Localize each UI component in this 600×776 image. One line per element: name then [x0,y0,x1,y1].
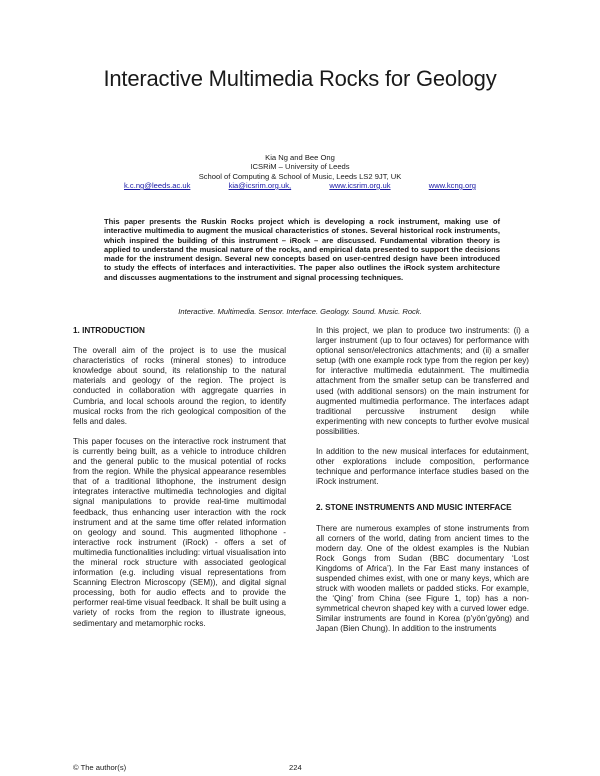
right-column [316,326,529,645]
left-column [73,326,286,639]
section-heading-stone-instruments: 2. STONE INSTRUMENTS AND MUSIC INTERFACE [316,503,512,513]
website-link-icsrim[interactable]: www.icsrim.org.uk [329,181,391,190]
author-links [124,181,476,190]
author-affiliation: ICSRiM – University of Leeds [250,162,350,172]
keywords: Interactive. Multimedia. Sensor. Interface. Geology. Sound. Music. Rock. [178,307,422,316]
author-names: Kia Ng and Bee Ong [265,153,335,162]
abstract: This paper presents the Ruskin Rocks project which is developing a rock instrument, making use of interactive multimedia to augment the musical characteristics of stones. Several historical rock instruments, which inspired the building of this instrument – iRock – are discussed. Fundamental vibration theory is applied to understand the musical nature of the rocks, and empirical data presented to support the decisions made for the instrument design. Several new concepts based on user-centred design have been introduced to study the effects of interfaces and interactivities. The paper also outlines the iRock system architecture and discusses augmentations to the instrument and signal processing techniques. [104,217,500,282]
author-address: School of Computing & School of Music, Leeds LS2 9JT, UK [198,171,402,181]
page-number: 224 [289,763,302,772]
paragraph: In addition to the new musical interfaces for edutainment, other explorations include composition, performance technique and performance interface studies based on the iRock instrument. [316,447,529,487]
copyright-notice: © The author(s) [73,763,127,772]
email-link-icsrim[interactable]: kia@icsrim.org.uk, [228,181,292,190]
author-block [0,153,600,181]
section-heading-introduction: 1. INTRODUCTION [73,326,145,335]
paragraph: This paper focuses on the interactive rock instrument that is currently being built, as a vehicle to introduce children and the general public to the musical potential of rocks from the region. While the physical appearance resembles that of a traditional lithophone, the instrument design integrates interactive multimedia technologies and digital signal manipulations to provide real-time multimodal feedback, thus enhancing user interaction with the rock instrument and at the same time offer related information on geology and sound. This augmented lithophone - interactive rock instrument (iRock) - offers a set of multimedia functionalities including: virtual visualisation into the mineral rock structure with associated geological information (e.g. including visual representations from Scanning Electron Microscopy (SEM)), and digital signal processing, both for audio effects and to provide the performer real-time visual feedback. It shall be built using a variety of rocks from the region to illustrate igneous, sedimentary and metamorphic rocks. [73,436,286,628]
website-link-kcng[interactable]: www.kcng.org [428,181,476,190]
paragraph: There are numerous examples of stone instruments from all corners of the world, dating from ancient times to the modern day. One of the oldest examples is the Nubian Rock Gongs from Sudan (BBC documentary ‘Lost Kingdoms of Africa’). In the Far East many instances of suspended chimes exist, with one or many keys, which are struck with wooden mallets or padded sticks. For example, the ‘Qing’ from China (see Figure 1, top) has a non-symmetrical chevron shaped key with a curved lower edge. Similar instruments are found in Korea (p’yön’gyöng) and Japan (Bien Chung). In addition to the instruments [316,523,529,634]
paper-title: Interactive Multimedia Rocks for Geology [103,66,497,91]
paragraph: In this project, we plan to produce two instruments: (i) a larger instrument (up to four octaves) for performance with optional sensor/electronics attachments; and (ii) a smaller setup (with one example rock type from the region per key) for interactive multimedia edutainment. The multimedia attachment from the smaller setup can be transferred and used (with additional sensors) on the main instrument for augmented multimedia performance. The interfaces adapt traditional percussive instrument design while experimenting with new concepts to further evolve musical possibilities. [316,326,529,436]
email-link-leeds[interactable]: k.c.ng@leeds.ac.uk [124,181,191,190]
paragraph: The overall aim of the project is to use the musical characteristics of rocks (mineral stones) to introduce knowledge about sound, its relationship to the natural materials and geology of the region. The project is conducted in collaboration with aggregate quarries in Cumbria, and local schools around the region, to identify musical rocks from the rich geological composition of the fells and dales. [73,346,286,426]
